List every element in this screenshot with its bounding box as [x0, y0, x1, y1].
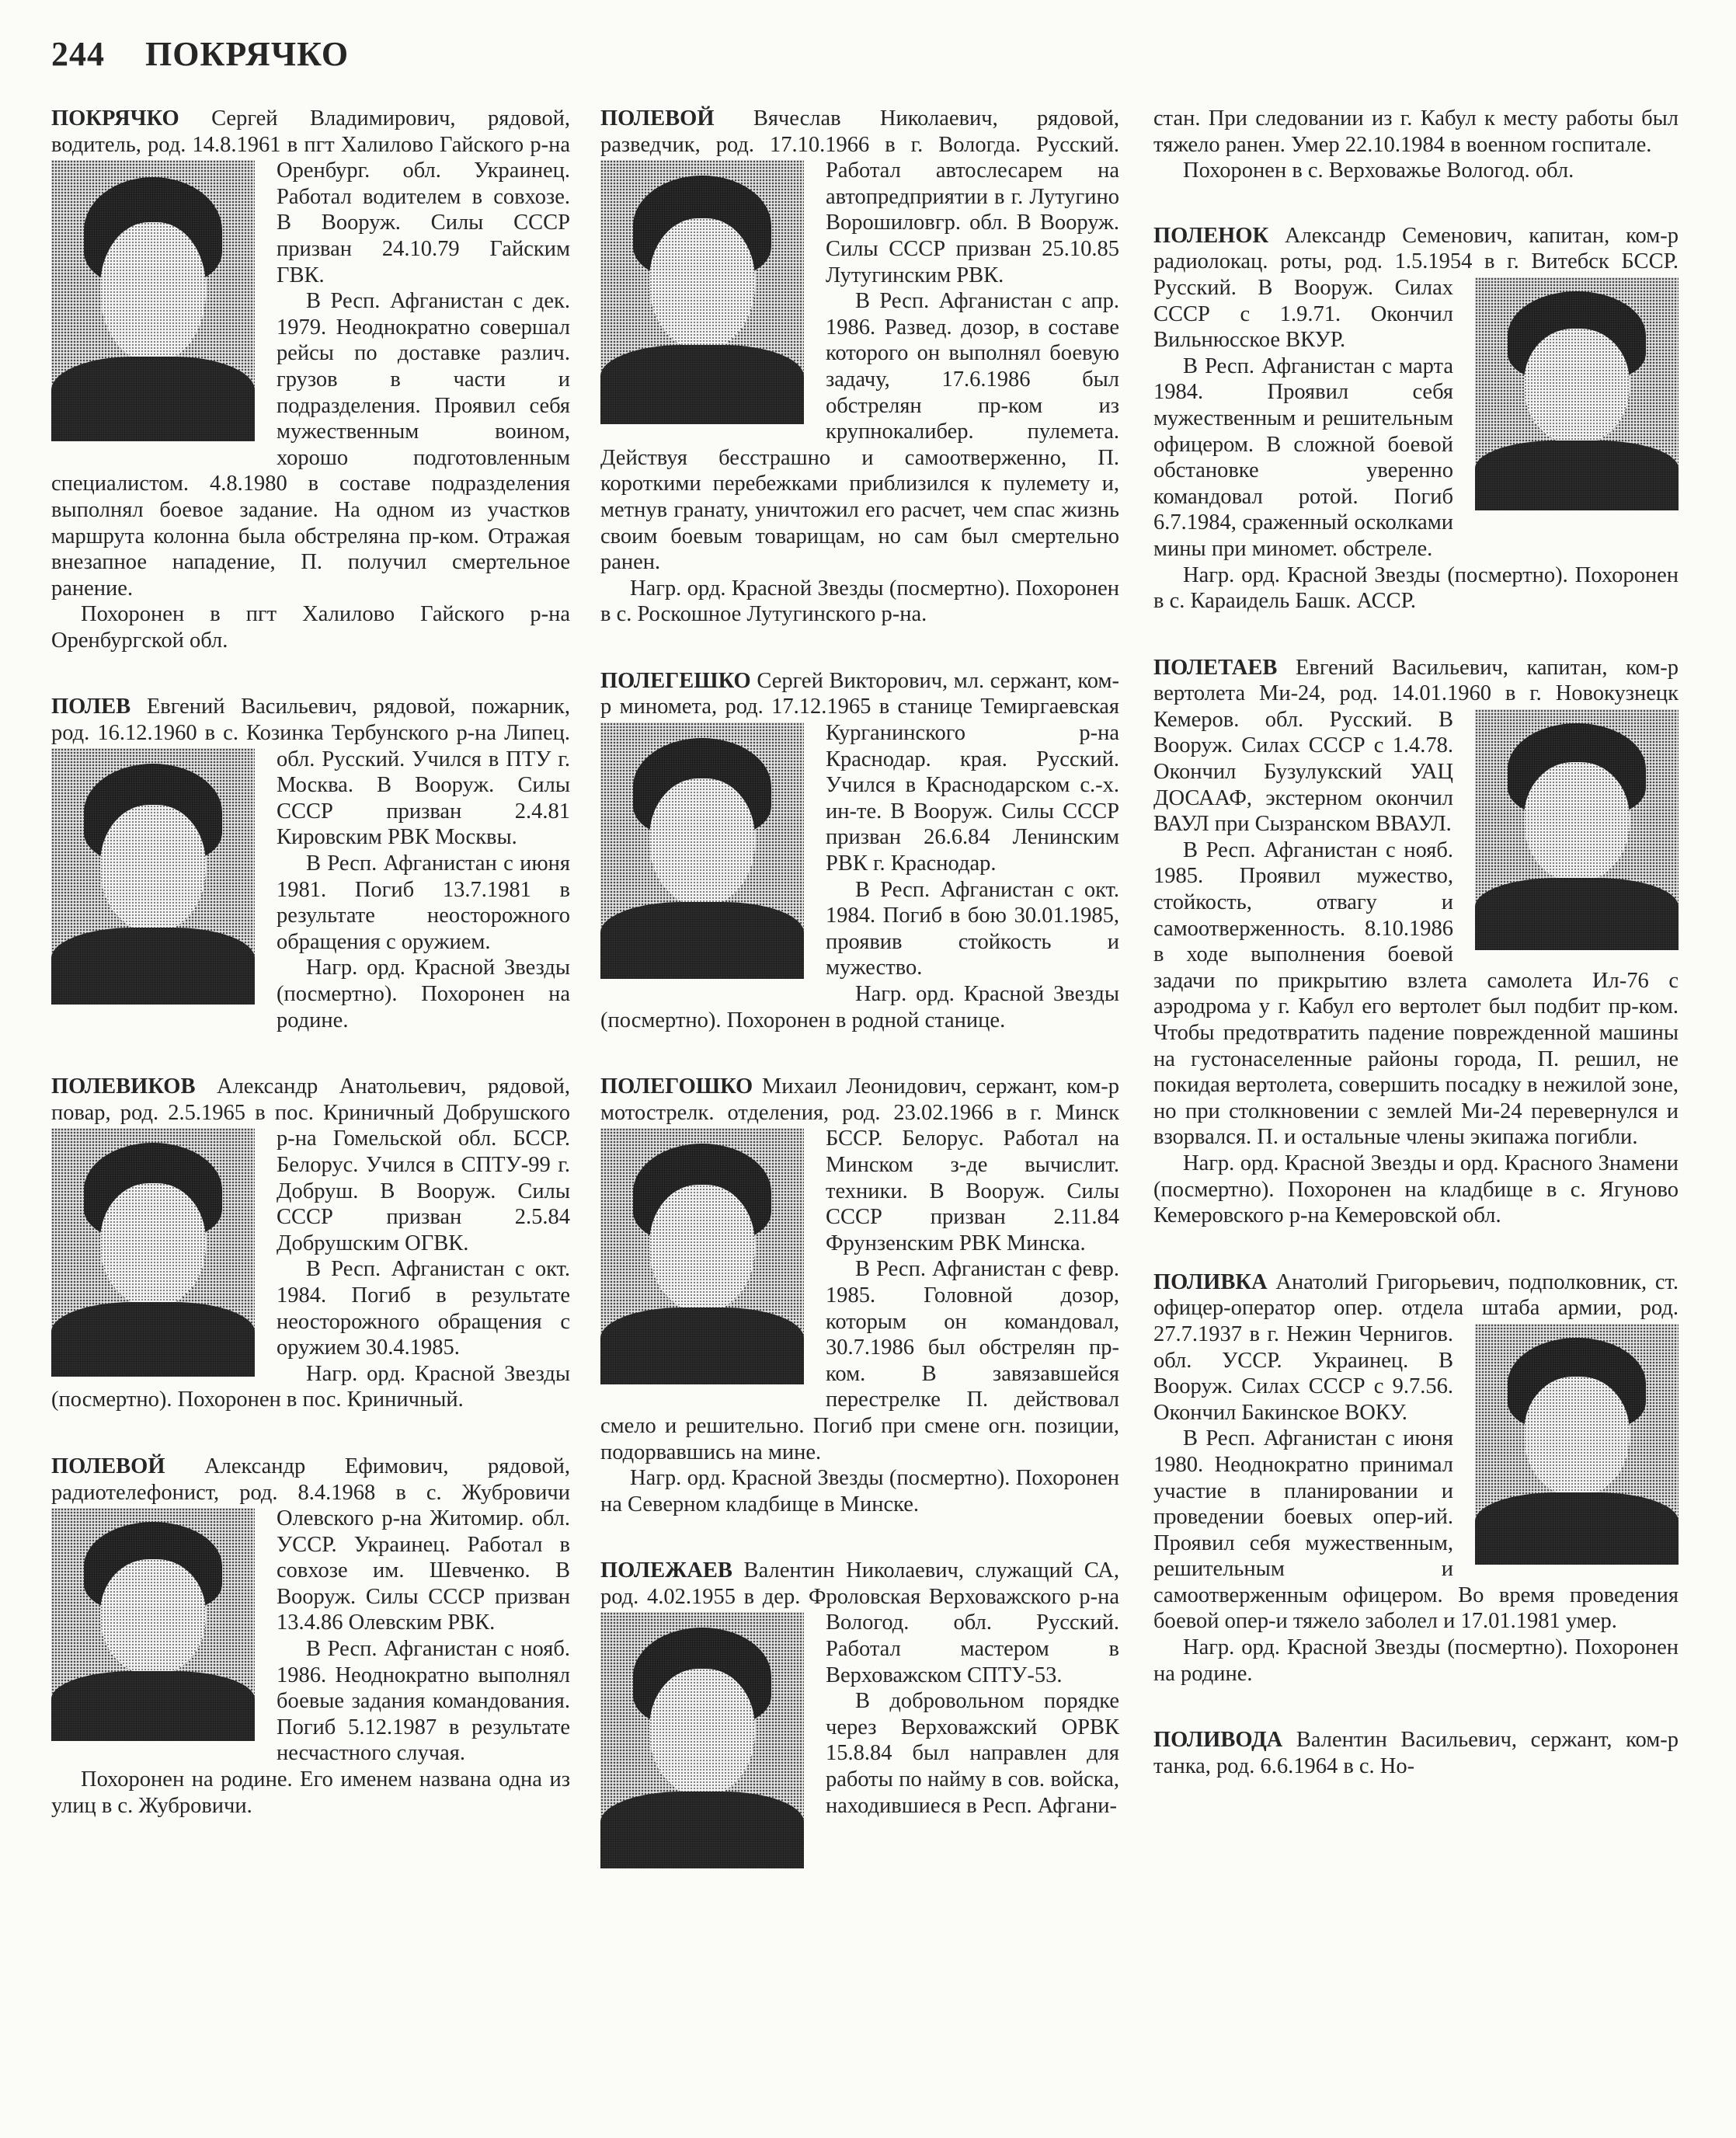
entry-paragraph: Нагр. орд. Красной Звезды (посмертно). Похоронен в с. Караидель Башк. АССР.	[1153, 562, 1679, 614]
entry-surname: ПОЛЕВОЙ	[600, 106, 715, 131]
entry-paragraph: В Респ. Афганистан с июня 1981. Погиб 13.7.1981 в результате неосторожного обращения с оружием.	[277, 851, 570, 954]
biography-entry	[600, 1074, 1119, 1517]
biography-entry	[1153, 1727, 1679, 1779]
portrait-body	[1475, 440, 1679, 510]
entry-head-text: Михаил Леонидович, сержант, ком-р мотострелк. отделения, род. 23.02.1966 в г. Минск БССР. Белорус. Работал на Минском з-де вычислит. техники. В Вооруж. Силы СССР призван 2.11.84 Фрунзенским РВК Минска.	[600, 1074, 1119, 1255]
portrait-photo	[51, 1508, 255, 1741]
entry-paragraph: Нагр. орд. Красной Звезды (посмертно). Похоронен в с. Роскошное Лутугинского р-на.	[600, 576, 1119, 627]
portrait-face	[649, 778, 755, 907]
entry-head-text: Сергей Викторович, мл. сержант, ком-р миномета, род. 17.12.1965 в станице Темиргаевская Курганинского р-на Краснодар. края. Русский. Учился в Краснодарском с.-х. ин-те. В Вооруж. Силы СССР призван 26.6.84 Ленинским РВК г. Краснодар.	[600, 668, 1119, 876]
biography-entry	[1153, 1269, 1679, 1687]
entry-paragraph: Нагр. орд. Красной Звезды (посмертно). Похоронен в родной станице.	[600, 982, 1119, 1032]
entry-surname: ПОЛЕГЕШКО	[600, 668, 751, 693]
portrait-body	[51, 1671, 255, 1741]
entry-head-text: Александр Анатольевич, рядовой, повар, род. 2.5.1965 в пос. Криничный Добрушского р-на Гомельской обл. БССР. Белорус. Учился в СПТУ-99 г. Добруш. В Вооруж. Силы СССР призван 2.5.84 Добрушским ОГВК.	[51, 1074, 570, 1255]
entry-head-text: Вячеслав Николаевич, рядовой, разведчик, род. 17.10.1966 в г. Вологда. Русский. Работал автослесарем на автопредприятии в г. Лутугино Ворошиловгр. обл. В Вооруж. Силы СССР призван 25.10.85 Лутугинским РВК.	[600, 106, 1119, 287]
portrait-body	[600, 1308, 804, 1384]
entry-head-text: Анатолий Григорьевич, подполковник, ст. офицер-оператор опер. отдела штаба армии, род. 27.7.1937 в г. Нежин Чернигов. обл. УССР. Украинец. В Вооруж. Силах СССР с 9.7.56. Окончил Бакинское ВОКУ.	[1153, 1269, 1679, 1425]
portrait-body	[1475, 1492, 1679, 1565]
portrait-photo	[1475, 1324, 1679, 1565]
entry-surname: ПОЛЕНОК	[1153, 223, 1269, 248]
portrait-face	[100, 1559, 206, 1676]
entry-paragraph: Похоронен в с. Верховажье Вологод. обл.	[1183, 158, 1574, 183]
entry-paragraph: В Респ. Афганистан с июня 1980. Неоднократно принимал участие в планировании и проведении боевых опер-ий. Проявил себя мужественным, решительным и самоотверженным офицером. Во время проведения боевой опер-и тяжело заболел и 17.01.1981 умер.	[1153, 1426, 1679, 1634]
biography-entry	[51, 1074, 570, 1413]
column-3	[1153, 106, 1679, 1819]
entry-paragraph: В Респ. Афганистан с нояб. 1985. Проявил мужество, стойкость, отвагу и самоотверженность. 8.10.1986 в ходе выполнения боевой задачи по прикрытию взлета самолета Ил-76 с аэродрома у г. Кабул его вертолет был подбит пр-ком. Чтобы предотвратить падение поврежденной машины на густонаселенные районы города, П. решил, не покидая вертолета, совершить посадку в нежилой зоне, но при столкновении с землей Ми-24 перевернулся и взорвался. П. и остальные члены экипажа погибли.	[1153, 837, 1679, 1150]
entry-head-text: Сергей Владимирович, рядовой, водитель, род. 14.8.1961 в пгт Халилово Гайского р-на Оренбург. обл. Украинец. Работал водителем в совхозе. В Вооруж. Силы СССР призван 24.10.79 Гайским ГВК.	[51, 106, 570, 287]
portrait-face	[100, 1183, 206, 1308]
entry-head-text: Александр Ефимович, рядовой, радиотелефонист, род. 8.4.1968 в с. Жубровичи Олевского р-на Житомир. обл. УССР. Украинец. Работал в совхозе им. Шевченко. В Вооруж. Силы СССР призван 13.4.86 Олевским РВК.	[51, 1454, 570, 1635]
entry-surname: ПОКРЯЧКО	[51, 106, 179, 131]
entry-head-text: Евгений Васильевич, капитан, ком-р вертолета Ми-24, род. 14.01.1960 в г. Новокузнецк Кемеров. обл. Русский. В Вооруж. Силах СССР с 1.4.78. Окончил Бузулукский УАЦ ДОСААФ, экстерном окончил ВАУЛ при Сызранском ВВАУЛ.	[1153, 655, 1679, 837]
portrait-body	[600, 902, 804, 979]
page-number: 244	[51, 35, 105, 73]
entry-paragraph: В Респ. Афганистан с дек. 1979. Неоднократно совершал рейсы по доставке различ. грузов в части и подразделения. Проявил себя мужественным воином, хорошо подготовленным специалистом. 4.8.1980 в составе подразделения выполнял боевое задание. На одном из участков маршрута колонна была обстреляна пр-ком. Отражая внезапное нападение, П. получил смертельное ранение.	[51, 289, 570, 601]
entry-paragraph: Нагр. орд. Красной Звезды (посмертно). Похоронен в пос. Криничный.	[51, 1361, 570, 1412]
portrait-photo	[600, 1128, 804, 1384]
entry-head-text: Валентин Васильевич, сержант, ком-р танка, род. 6.6.1964 в с. Но-	[1153, 1728, 1679, 1778]
entry-paragraph: Похоронен на родине. Его именем названа одна из улиц в с. Жубровичи.	[51, 1767, 570, 1818]
biography-entry	[1153, 655, 1679, 1229]
biography-entry	[51, 694, 570, 1033]
biography-entry	[600, 1558, 1119, 1873]
entry-paragraph: В Респ. Афганистан с апр. 1986. Развед. дозор, в составе которого он выполнял боевую задачу, 17.6.1986 был обстрелян пр-ком из крупнокалибер. пулемета. Действуя бесстрашно и самоотверженно, П. короткими перебежками приблизился к пулемету и, метнув гранату, уничтожил его расчет, чем спас жизнь своим боевым товарищам, но сам был смертельно ранен.	[600, 289, 1119, 575]
entry-surname: ПОЛИВОДА	[1153, 1728, 1283, 1753]
biography-entry	[600, 668, 1119, 1033]
column-2	[600, 106, 1119, 1913]
entry-paragraph: В Респ. Афганистан с марта 1984. Проявил себя мужественным и решительным офицером. В сложной боевой обстановке уверенно командовал ротой. Погиб 6.7.1984, сраженный осколками мины при миномет. обстреле.	[1153, 353, 1453, 561]
running-title: ПОКРЯЧКО	[145, 35, 350, 73]
portrait-face	[1524, 1377, 1630, 1497]
portrait-photo	[1475, 277, 1679, 510]
biography-entry	[1153, 223, 1679, 615]
biography-entry	[600, 106, 1119, 628]
portrait-face	[1524, 329, 1630, 445]
portrait-face	[649, 1669, 755, 1797]
entry-surname: ПОЛЕЖАЕВ	[600, 1558, 732, 1583]
portrait-body	[51, 1302, 255, 1377]
portrait-photo	[600, 723, 804, 979]
portrait-photo	[1475, 709, 1679, 950]
entry-surname: ПОЛИВКА	[1153, 1269, 1268, 1294]
portrait-body	[1475, 878, 1679, 950]
portrait-face	[100, 805, 206, 933]
entry-surname: ПОЛЕГОШКО	[600, 1074, 753, 1099]
portrait-face	[649, 1185, 755, 1313]
portrait-photo	[51, 160, 255, 441]
entry-heading	[1153, 106, 1679, 158]
entry-paragraph: В Респ. Афганистан с окт. 1984. Погиб в бою 30.01.1985, проявив стойкость и мужество.	[826, 877, 1119, 980]
entry-paragraph: В Респ. Афганистан с нояб. 1986. Неоднократно выполнял боевые задания командования. Погиб 5.12.1987 в результате несчастного случая.	[277, 1637, 570, 1766]
portrait-photo	[51, 1128, 255, 1377]
entry-head-text: Александр Семенович, капитан, ком-р радиолокац. роты, род. 1.5.1954 в г. Витебск БССР. Русский. В Вооруж. Силах СССР с 1.9.71. Окончил Вильнюсское ВКУР.	[1153, 223, 1679, 353]
entry-paragraph: Нагр. орд. Красной Звезды и орд. Красного Знамени (посмертно). Похоронен на кладбище в с. Ягуново Кемеровского р-на Кемеровской обл.	[1153, 1151, 1679, 1228]
entry-paragraph: В Респ. Афганистан с февр. 1985. Головной дозор, которым он командовал, 30.7.1986 был обстрелян пр-ком. В завязавшейся перестрелке П. действовал смело и решительно. Погиб при смене огн. позиции, подорвавшись на мине.	[600, 1257, 1119, 1464]
portrait-body	[600, 345, 804, 424]
page-header	[51, 34, 349, 74]
portrait-face	[100, 222, 206, 363]
portrait-photo	[51, 748, 255, 1005]
entry-head-text: Валентин Николаевич, служащий СА, род. 4.02.1955 в дер. Фроловская Верховажского р-на Вологод. обл. Русский. Работал мастером в Верховажском СПТУ-53.	[600, 1558, 1119, 1687]
portrait-face	[649, 218, 755, 350]
portrait-body	[51, 928, 255, 1005]
entry-paragraph: В добровольном порядке через Верховажский ОРВК 15.8.84 был направлен для работы по найму в сов. войска, находившиеся в Респ. Афгани-	[826, 1689, 1119, 1818]
biography-entry	[1153, 106, 1679, 184]
portrait-photo	[600, 160, 804, 424]
entry-surname: ПОЛЕТАЕВ	[1153, 655, 1278, 680]
portrait-body	[51, 357, 255, 441]
entry-heading	[1153, 1727, 1679, 1779]
entry-paragraph: В Респ. Афганистан с окт. 1984. Погиб в результате неосторожного обращения с оружием 30.4.1985.	[277, 1257, 570, 1360]
entry-paragraph: Нагр. орд. Красной Звезды (посмертно). Похоронен на родине.	[277, 956, 570, 1032]
entry-head-text: Евгений Васильевич, рядовой, пожарник, род. 16.12.1960 в с. Козинка Тербунского р-на Липец. обл. Русский. Учился в ПТУ г. Москва. В Вооруж. Силы СССР призван 2.4.81 Кировским РВК Москвы.	[51, 695, 570, 850]
portrait-body	[600, 1792, 804, 1868]
entry-surname: ПОЛЕВИКОВ	[51, 1074, 196, 1099]
portrait-photo	[600, 1612, 804, 1868]
entry-paragraph: Нагр. орд. Красной Звезды (посмертно). Похоронен на родине.	[1153, 1635, 1679, 1686]
biography-entry	[51, 1454, 570, 1819]
entry-paragraph: Похоронен в пгт Халилово Гайского р-на Оренбургской обл.	[51, 602, 570, 653]
entry-paragraph: Нагр. орд. Красной Звезды (посмертно). Похоронен на Северном кладбище в Минске.	[600, 1466, 1119, 1516]
column-1	[51, 106, 570, 1859]
entry-surname: ПОЛЕВОЙ	[51, 1454, 165, 1478]
entry-head-text: стан. При следовании из г. Кабул к месту работы был тяжело ранен. Умер 22.10.1984 в военном госпитале.	[1153, 106, 1679, 157]
biography-entry	[51, 106, 570, 653]
entry-surname: ПОЛЕВ	[51, 695, 131, 719]
portrait-face	[1524, 762, 1630, 883]
